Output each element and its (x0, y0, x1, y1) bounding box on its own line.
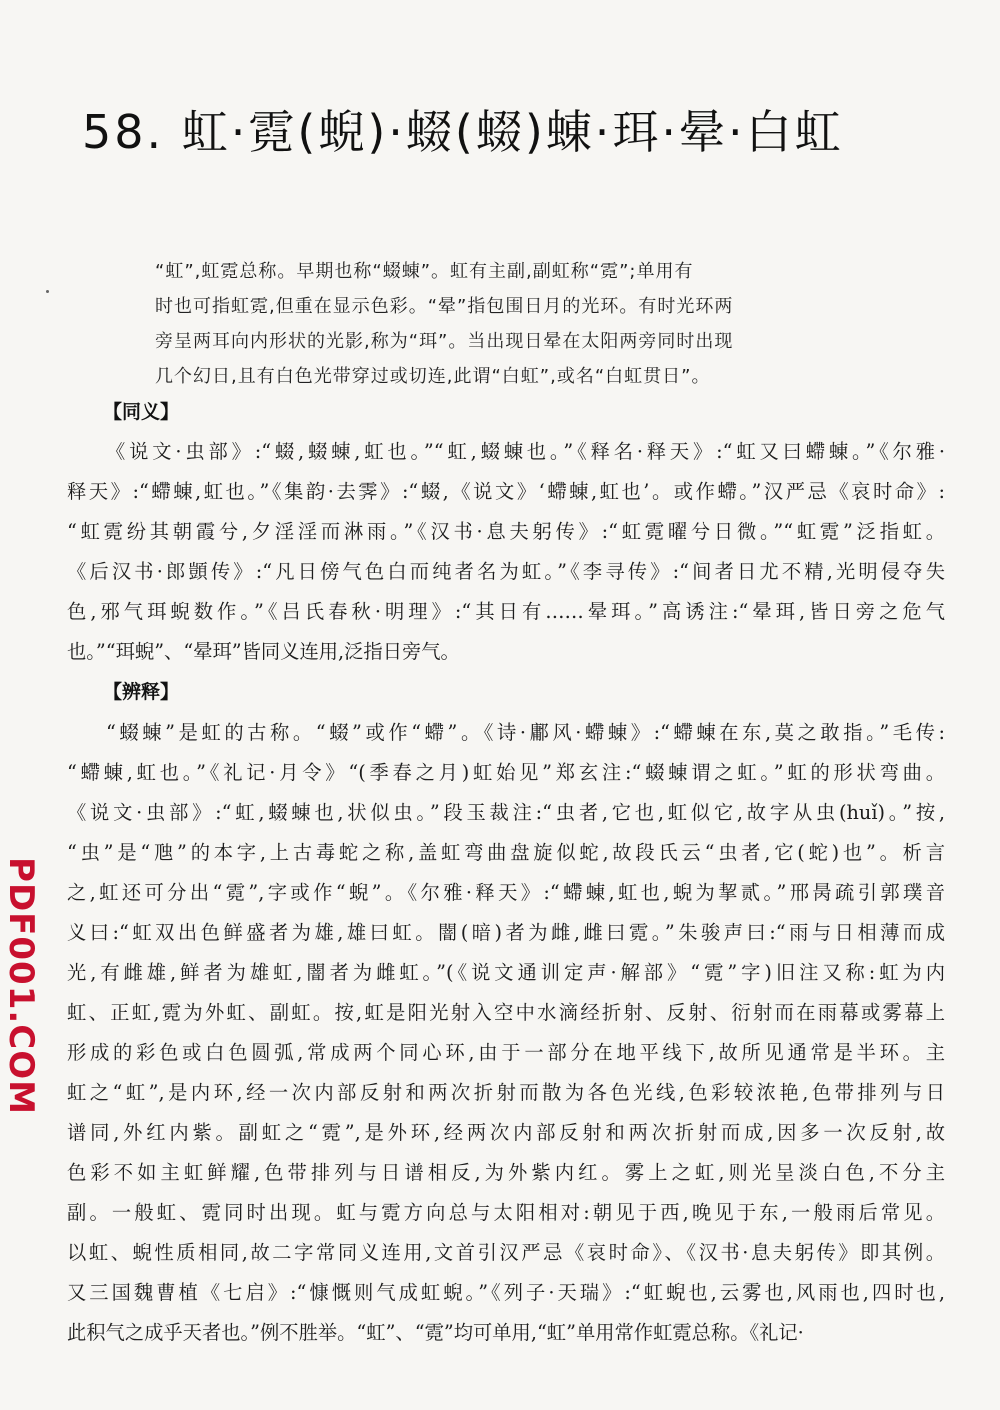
text-line: 以虹、蜺性质相同,故二字常同义连用,文首引汉严忌《哀时命》、《汉书·息夫躬传》即其例。 (67, 1241, 945, 1264)
text-line: 义曰:“虹双出色鲜盛者为雄,雄曰虹。闇(暗)者为雌,雌曰霓。”朱骏声曰:“雨与日相薄而成 (67, 921, 945, 944)
text-line: 《后汉书·郎顗传》:“凡日傍气色白而纯者名为虹。”《李寻传》:“间者日尤不精,光明侵夺失 (67, 560, 945, 583)
summary-line: 几个幻日,且有白色光带穿过或切连,此谓“白虹”,或名“白虹贯日”。 (155, 366, 711, 387)
text-line: 此积气之成乎天者也。”例不胜举。“虹”、“霓”均可单用,“虹”单用常作虹霓总称。《礼记· (67, 1321, 804, 1344)
analysis-text (67, 713, 945, 1353)
text-line: 虹、正虹,霓为外虹、副虹。按,虹是阳光射入空中水滴经折射、反射、衍射而在雨幕或雾幕上 (67, 1001, 945, 1024)
text-line: 形成的彩色或白色圆弧,常成两个同心环,由于一部分在地平线下,故所见通常是半环。主 (67, 1041, 945, 1064)
text-line: 色彩不如主虹鲜耀,色带排列与日谱相反,为外紫内红。雾上之虹,则光呈淡白色,不分主 (67, 1161, 945, 1184)
summary-line: 旁呈两耳向内形状的光影,称为“珥”。当出现日晕在太阳两旁同时出现 (155, 331, 734, 352)
text-line: “虫”是“虺”的本字,上古毒蛇之称,盖虹弯曲盘旋似蛇,故段氏云“虫者,它(蛇)也”。析言 (67, 841, 945, 864)
watermark (1, 857, 41, 1115)
stray-dot (46, 290, 49, 293)
text-line: 又三国魏曹植《七启》:“慷慨则气成虹蜺。”《列子·天瑞》:“虹蜺也,云雾也,风雨也,四时也, (67, 1281, 945, 1304)
text-line: 谱同,外红内紫。副虹之“霓”,是外环,经两次内部反射和两次折射而成,因多一次反射,故 (67, 1121, 945, 1144)
text-line: 色,邪气珥蜺数作。”《吕氏春秋·明理》:“其日有……晕珥。”高诱注:“晕珥,皆日旁之危气 (67, 600, 945, 623)
text-line: 之,虹还可分出“霓”,字或作“蜺”。《尔雅·释天》:“螮蝀,虹也,蜺为挈贰。”邢昺疏引郭璞音 (67, 881, 945, 904)
synonyms-text (67, 432, 945, 672)
text-line: 释天》:“螮蝀,虹也。”《集韵·去霁》:“蝃,《说文》‘螮蝀,虹也’。或作螮。”汉严忌《哀时命》: (67, 480, 945, 503)
text-line: 虹之“虹”,是内环,经一次内部反射和两次折射而散为各色光线,色彩较浓艳,色带排列与日 (67, 1081, 945, 1104)
text-line: “螮蝀,虹也。”《礼记·月令》“(季春之月)虹始见”郑玄注:“蝃蝀谓之虹。”虹的形状弯曲。 (67, 761, 945, 784)
synonyms-heading: 【同义】 (103, 401, 180, 423)
text-line: 光,有雌雄,鲜者为雄虹,闇者为雌虹。”(《说文通训定声·解部》“霓”字)旧注又称:虹为内 (67, 961, 945, 984)
watermark-text: PDF001.COM (1, 857, 41, 1115)
text-line: 也。”“珥蜺”、“晕珥”皆同义连用,泛指日旁气。 (67, 640, 460, 663)
page-title: 58. 虹·霓(蜺)·蝃(蝃)蝀·珥·晕·白虹 (82, 105, 844, 159)
text-line: “虹霓纷其朝霞兮,夕淫淫而淋雨。”《汉书·息夫躬传》:“虹霓曜兮日微。”“虹霓”泛指虹。 (67, 520, 945, 543)
summary-line: “虹”,虹霓总称。早期也称“蝃蝀”。虹有主副,副虹称“霓”;单用有 (155, 261, 694, 282)
summary-paragraph (155, 254, 855, 394)
text-line: 《说文·虫部》:“虹,蝃蝀也,状似虫。”段玉裁注:“虫者,它也,虹似它,故字从虫(huǐ)。”按, (67, 801, 945, 824)
text-line: 副。一般虹、霓同时出现。虹与霓方向总与太阳相对:朝见于西,晚见于东,一般雨后常见。 (67, 1201, 945, 1224)
summary-line: 时也可指虹霓,但重在显示色彩。“晕”指包围日月的光环。有时光环两 (155, 296, 734, 317)
text-line: “蝃蝀”是虹的古称。“蝃”或作“螮”。《诗·鄘风·螮蝀》:“螮蝀在东,莫之敢指。”毛传: (106, 721, 945, 744)
text-line: 《说文·虫部》:“蝃,蝃蝀,虹也。”“虹,蝃蝀也。”《释名·释天》:“虹又曰螮蝀。”《尔雅· (106, 440, 945, 463)
analysis-heading: 【辨释】 (103, 681, 180, 703)
